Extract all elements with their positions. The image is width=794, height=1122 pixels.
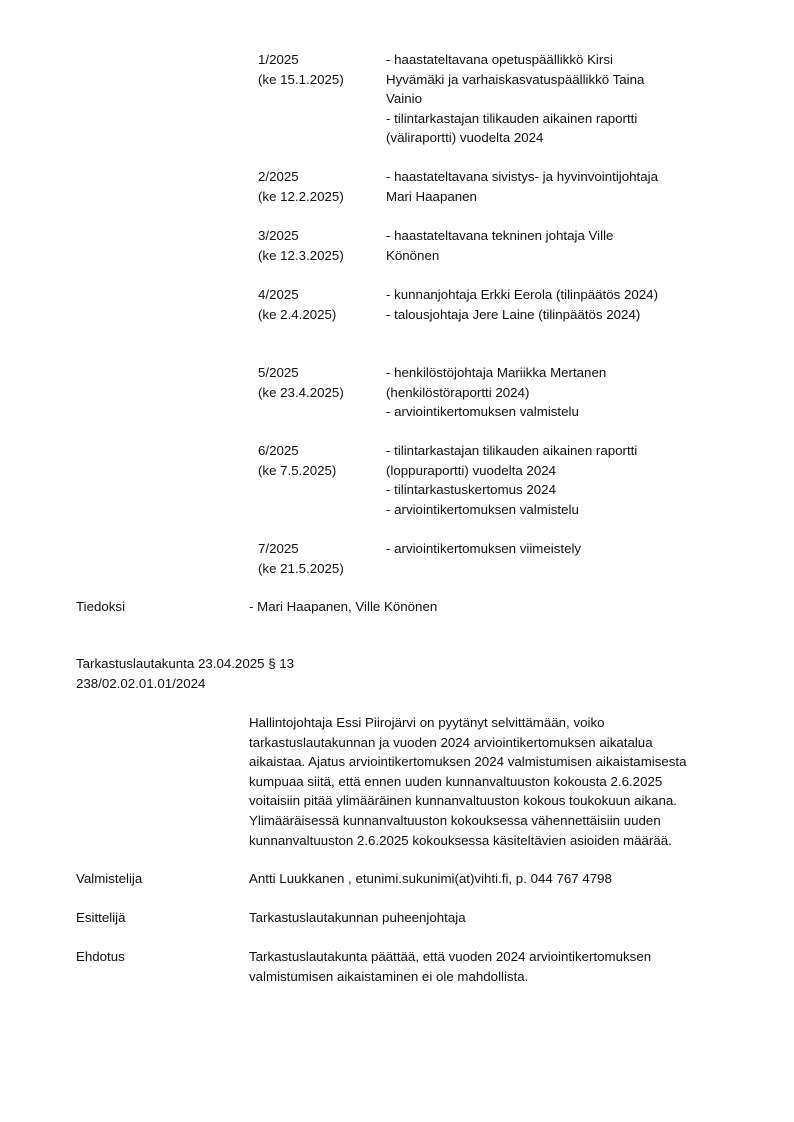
paragraph-line: Hallintojohtaja Essi Piirojärvi on pyytänyt selvittämään, voiko <box>249 715 605 730</box>
meeting-topic-line: - tilintarkastajan tilikauden aikainen raportti <box>386 110 638 126</box>
meeting-number: 7/2025 <box>258 541 299 556</box>
meeting-number: 2/2025 <box>258 169 299 184</box>
meeting-topic-line: - kunnanjohtaja Erkki Eerola (tilinpäätös 2024) <box>386 287 659 302</box>
meeting-number: 1/2025 <box>258 52 299 67</box>
meeting-topic-line: - talousjohtaja Jere Laine (tilinpäätös 2024) <box>386 306 641 322</box>
meeting-date: (ke 12.2.2025) <box>258 188 344 204</box>
meeting-topic-line: Hyvämäki ja varhaiskasvatuspäällikkö Taina <box>386 71 645 87</box>
esittelija-label: Esittelijä <box>76 910 126 925</box>
meeting-date: (ke 12.3.2025) <box>258 247 344 263</box>
meeting-topic-line: Vainio <box>386 91 422 107</box>
paragraph-line: kunnanvaltuuston 2.6.2025 kokouksessa käsiteltävien asioiden määrää. <box>249 832 672 848</box>
meeting-date: (ke 2.4.2025) <box>258 306 337 322</box>
meeting-topic-line: (loppuraportti) vuodelta 2024 <box>386 462 557 478</box>
meeting-topic-line: - haastateltavana sivistys- ja hyvinvointijohtaja <box>386 169 658 184</box>
paragraph-line: voitaisiin pitää ylimääräinen kunnanvaltuuston kokous toukokuun aikana. <box>249 793 677 809</box>
paragraph-line: kumpuaa siitä, että ennen uuden kunnanvaltuuston kokousta 2.6.2025 <box>249 773 663 789</box>
ehdotus-line: Tarkastuslautakunta päättää, että vuoden 2024 arviointikertomuksen <box>249 949 652 964</box>
meeting-topic-line: - haastateltavana opetuspäällikkö Kirsi <box>386 52 613 67</box>
paragraph-line: tarkastuslautakunnan ja vuoden 2024 arviointikertomuksen aikatalua <box>249 734 653 750</box>
ehdotus-line: valmistumisen aikaistaminen ei ole mahdollista. <box>249 968 529 984</box>
paragraph-line: Ylimääräisessä kunnanvaltuuston kokouksessa vähennettäisiin uuden <box>249 812 661 828</box>
meeting-topic-line: - tilintarkastajan tilikauden aikainen raportti <box>386 443 638 458</box>
meeting-date: (ke 21.5.2025) <box>258 560 344 576</box>
meeting-number: 6/2025 <box>258 443 299 458</box>
meeting-number: 5/2025 <box>258 365 299 380</box>
meeting-topic-line: - arviointikertomuksen valmistelu <box>386 404 579 420</box>
meeting-date: (ke 15.1.2025) <box>258 71 344 87</box>
description-paragraph <box>249 713 749 850</box>
meeting-topic-line: Könönen <box>386 247 440 263</box>
tiedoksi-label: Tiedoksi <box>76 599 126 614</box>
meeting-topic-line: - tilintarkastuskertomus 2024 <box>386 482 556 498</box>
meeting-topic-line: - henkilöstöjohtaja Mariikka Mertanen <box>386 365 607 380</box>
meeting-topic-line: - arviointikertomuksen viimeistely <box>386 541 582 556</box>
meeting-topic-line: (väliraportti) vuodelta 2024 <box>386 130 544 146</box>
session-header <box>76 654 294 693</box>
meeting-topic-line: Mari Haapanen <box>386 188 477 204</box>
meeting-number: 4/2025 <box>258 287 299 302</box>
meeting-number: 3/2025 <box>258 228 299 243</box>
paragraph-line: aikaistaa. Ajatus arviointikertomuksen 2024 valmistumisen aikaistamisesta <box>249 754 687 770</box>
meeting-date: (ke 7.5.2025) <box>258 462 337 478</box>
record-number: 238/02.02.01.01/2024 <box>76 675 206 691</box>
session-title: Tarkastuslautakunta 23.04.2025 § 13 <box>76 656 295 671</box>
valmistelija-value: Antti Luukkanen , etunimi.sukunimi(at)vihti.fi, p. 044 767 4798 <box>249 871 612 886</box>
esittelija-value: Tarkastuslautakunnan puheenjohtaja <box>249 910 466 925</box>
meeting-topic-line: (henkilöstöraportti 2024) <box>386 384 530 400</box>
ehdotus-text <box>249 947 749 986</box>
valmistelija-label: Valmistelija <box>76 871 143 886</box>
tiedoksi-value: - Mari Haapanen, Ville Könönen <box>249 599 438 614</box>
meeting-date: (ke 23.4.2025) <box>258 384 344 400</box>
meeting-topic-line: - arviointikertomuksen valmistelu <box>386 501 579 517</box>
ehdotus-label: Ehdotus <box>76 949 125 964</box>
meeting-topic-line: - haastateltavana tekninen johtaja Ville <box>386 228 614 243</box>
